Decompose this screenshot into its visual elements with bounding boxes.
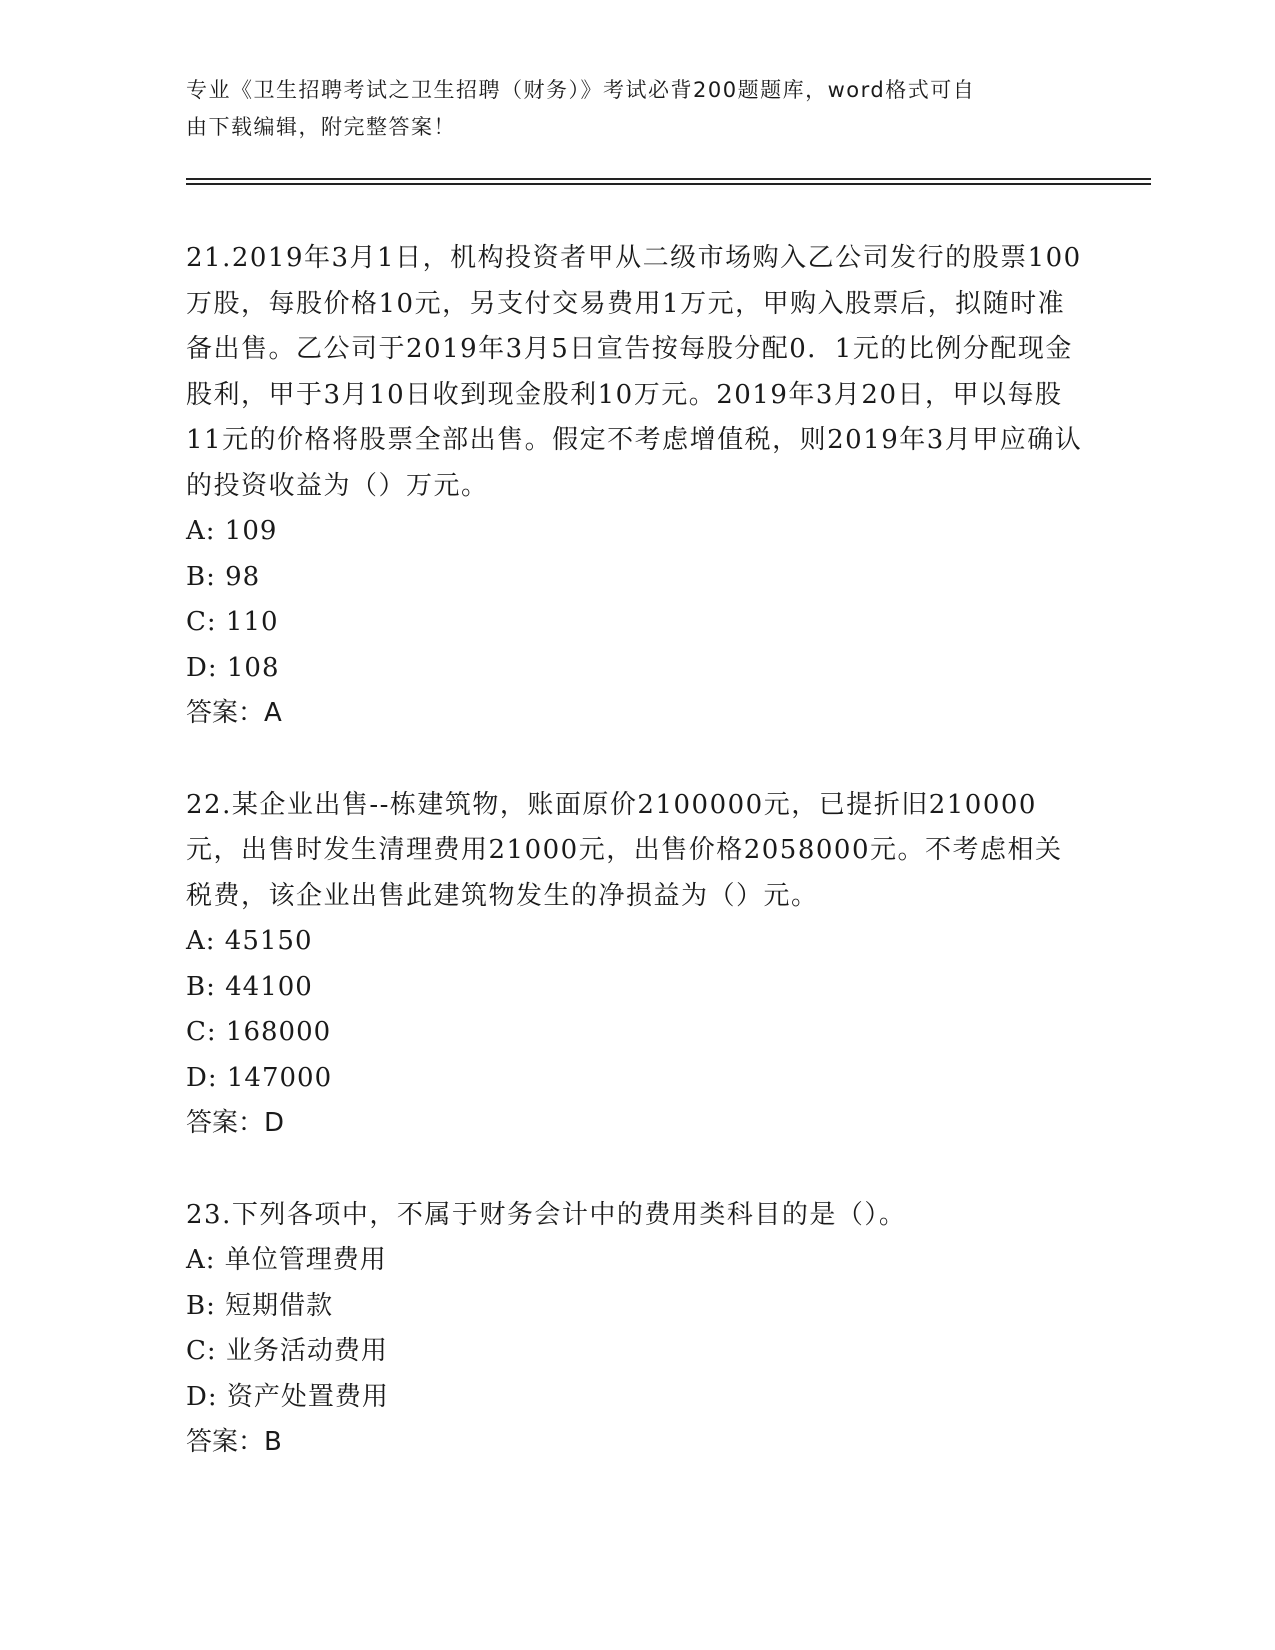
question-text: 23.下列各项中，不属于财务会计中的费用类科目的是（）。 — [186, 1199, 907, 1230]
option-d: D: 资产处置费用 — [186, 1381, 389, 1412]
option-c: C: 168000 — [186, 1017, 332, 1047]
question-22 — [186, 783, 1086, 1147]
header-divider-top — [186, 178, 1151, 180]
option-a: A: 45150 — [186, 926, 313, 956]
option-a: A: 109 — [186, 516, 278, 546]
question-text: 21.2019年3月1日，机构投资者甲从二级市场购入乙公司发行的股票100万股，每股价格10元，另支付交易费用1万元，甲购入股票后，拟随时准备出售。乙公司于2019年3月5日宣告按每股分配0．1元的比例分配现金股利，甲于3月10日收到现金股利10万元。2019年3月20日，甲以每股11元的价格将股票全部出售。假定不考虑增值税，则2019年3月甲应确认的投资收益为（）万元。 — [186, 243, 1083, 501]
option-b: B: 44100 — [186, 971, 313, 1002]
answer-line: 答案：D — [186, 1108, 285, 1138]
option-b: B: 短期借款 — [186, 1290, 334, 1321]
question-list — [186, 236, 1086, 1512]
option-d: D: 108 — [186, 652, 280, 683]
header-line-2: 由下载编辑，附完整答案！ — [186, 115, 456, 139]
answer-line: 答案：B — [186, 1427, 282, 1457]
option-c: C: 110 — [186, 607, 279, 637]
document-header — [186, 72, 1066, 146]
question-21 — [186, 236, 1086, 737]
header-divider-bottom — [186, 183, 1151, 185]
option-a: A: 单位管理费用 — [186, 1245, 387, 1275]
option-c: C: 业务活动费用 — [186, 1336, 388, 1366]
option-d: D: 147000 — [186, 1062, 333, 1093]
question-23 — [186, 1193, 1086, 1466]
question-text: 22.某企业出售--栋建筑物，账面原价2100000元，已提折旧210000元，出售时发生清理费用21000元，出售价格2058000元。不考虑相关税费，该企业出售此建筑物发生的净损益为（）元。 — [186, 789, 1063, 911]
header-line-1: 专业《卫生招聘考试之卫生招聘（财务）》考试必背200题题库，word格式可自 — [186, 78, 976, 102]
option-b: B: 98 — [186, 561, 261, 592]
answer-line: 答案：A — [186, 698, 282, 728]
